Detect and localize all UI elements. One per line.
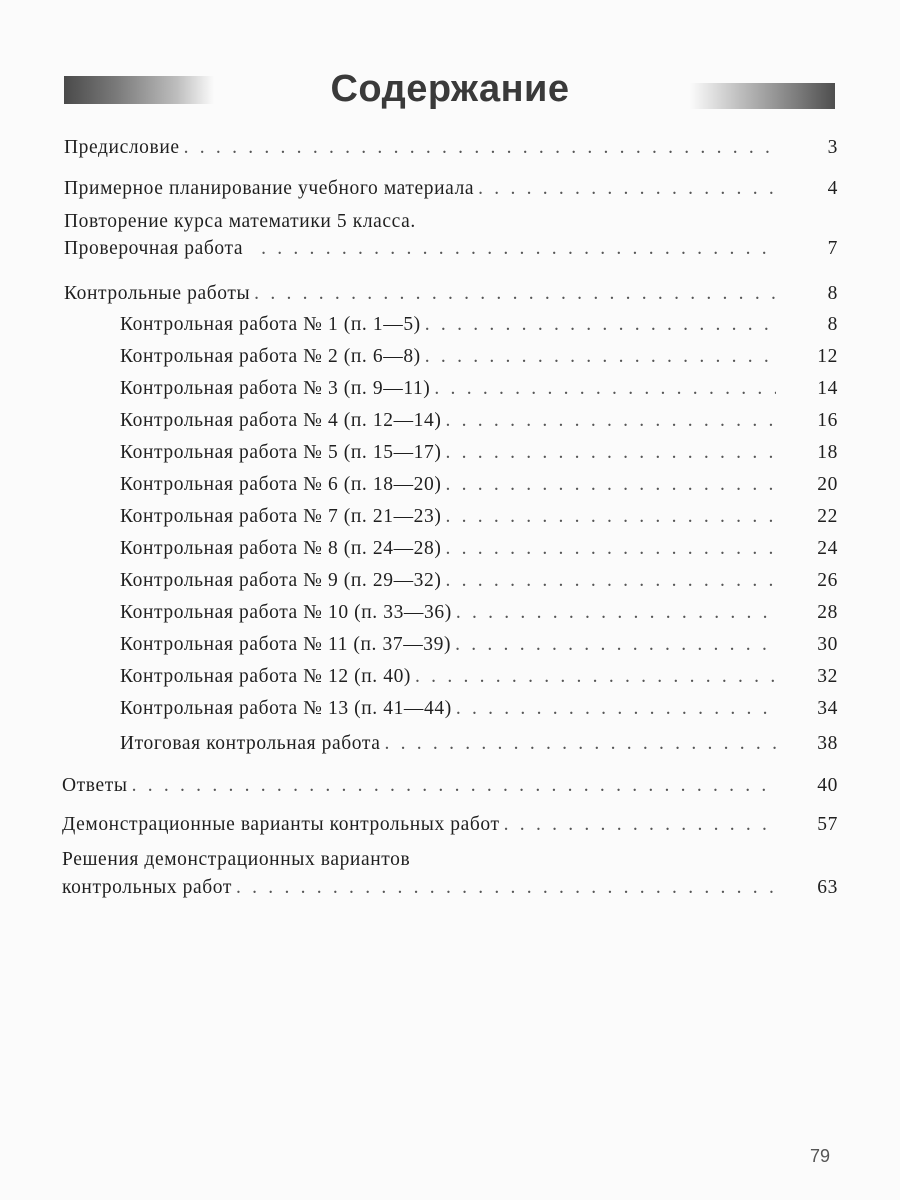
toc-label: Контрольная работа № 6 (п. 18—20) <box>120 474 442 495</box>
toc-label: Контрольная работа № 2 (п. 6—8) <box>120 346 421 367</box>
toc-page: 30 <box>817 634 838 655</box>
toc-entry-demo[interactable] <box>62 813 838 837</box>
toc-entry-test-2[interactable] <box>120 345 838 369</box>
leader-dots <box>456 697 776 721</box>
leader-dots <box>254 282 776 306</box>
leader-dots <box>445 441 776 465</box>
leader-dots <box>415 665 776 689</box>
leader-dots <box>434 377 776 401</box>
leader-dots <box>445 537 776 561</box>
toc-entry-planning[interactable] <box>64 177 838 201</box>
toc-label: Предисловие <box>64 137 180 158</box>
leader-dots <box>236 876 776 900</box>
toc-entry-test-3[interactable] <box>120 377 838 401</box>
toc-page: 38 <box>817 733 838 754</box>
leader-dots <box>425 345 776 369</box>
toc-page: 7 <box>827 238 838 259</box>
toc-page: 63 <box>817 877 838 898</box>
toc-label: контрольных работ <box>62 877 232 898</box>
leader-dots <box>445 473 776 497</box>
leader-dots <box>445 409 776 433</box>
toc-page: 18 <box>817 442 838 463</box>
toc-label: Демонстрационные варианты контрольных работ <box>62 814 500 835</box>
leader-dots <box>456 601 776 625</box>
leader-dots <box>445 505 776 529</box>
toc-entry-test-10[interactable] <box>120 601 838 625</box>
toc-entry-preface[interactable] <box>64 136 838 160</box>
toc-label: Контрольная работа № 8 (п. 24—28) <box>120 538 442 559</box>
toc-entry-solutions[interactable] <box>62 876 838 900</box>
toc-label: Контрольная работа № 3 (п. 9—11) <box>120 378 431 399</box>
toc-label: Контрольная работа № 12 (п. 40) <box>120 666 412 687</box>
toc-entry-solutions-line1: Решения демонстрационных вариантов <box>62 849 411 870</box>
toc-entry-test-6[interactable] <box>120 473 838 497</box>
toc-label: Итоговая контрольная работа <box>120 733 381 754</box>
page-title: Содержание <box>330 68 570 110</box>
toc-page: 14 <box>817 378 838 399</box>
leader-dots <box>445 569 776 593</box>
toc-label: Примерное планирование учебного материала <box>64 178 475 199</box>
toc-page: 16 <box>817 410 838 431</box>
toc-entry-tests[interactable] <box>64 282 838 306</box>
leader-dots <box>478 177 776 201</box>
toc-entry-answers[interactable] <box>62 774 838 798</box>
toc-page: 34 <box>817 698 838 719</box>
toc-page: 22 <box>817 506 838 527</box>
toc-label: Ответы <box>62 775 128 796</box>
toc-entry-test-8[interactable] <box>120 537 838 561</box>
toc-page: 8 <box>827 314 838 335</box>
leader-dots <box>261 237 776 261</box>
toc-page: 24 <box>817 538 838 559</box>
toc-entry-test-12[interactable] <box>120 665 838 689</box>
toc-label: Контрольная работа № 5 (п. 15—17) <box>120 442 442 463</box>
toc-page: 20 <box>817 474 838 495</box>
toc-entry-test-7[interactable] <box>120 505 838 529</box>
toc-page: 28 <box>817 602 838 623</box>
toc-label: Контрольная работа № 13 (п. 41—44) <box>120 698 452 719</box>
leader-dots <box>184 136 776 160</box>
toc-page: 3 <box>827 137 838 158</box>
toc-entry-test-4[interactable] <box>120 409 838 433</box>
leader-dots <box>132 774 776 798</box>
toc-label: Контрольная работа № 1 (п. 1—5) <box>120 314 421 335</box>
toc-page: 40 <box>817 775 838 796</box>
toc-page: 12 <box>817 346 838 367</box>
toc-page: 26 <box>817 570 838 591</box>
toc-label: Контрольные работы <box>64 283 251 304</box>
toc-label: Контрольная работа № 9 (п. 29—32) <box>120 570 442 591</box>
toc-entry-test-13[interactable] <box>120 697 838 721</box>
toc-entry-review-line1: Повторение курса математики 5 класса. <box>64 211 416 232</box>
toc-entry-final-test[interactable] <box>120 732 838 756</box>
toc-label: Проверочная работа <box>64 238 244 259</box>
page-number: 79 <box>809 1146 830 1166</box>
leader-dots <box>504 813 776 837</box>
toc-label: Контрольная работа № 10 (п. 33—36) <box>120 602 452 623</box>
toc-entry-test-11[interactable] <box>120 633 838 657</box>
toc-label: Контрольная работа № 7 (п. 21—23) <box>120 506 442 527</box>
toc-page: 8 <box>827 283 838 304</box>
toc-page: 57 <box>817 814 838 835</box>
toc-page: 4 <box>827 178 838 199</box>
toc-page: 32 <box>817 666 838 687</box>
toc-label: Контрольная работа № 11 (п. 37—39) <box>120 634 452 655</box>
toc-label: Контрольная работа № 4 (п. 12—14) <box>120 410 442 431</box>
toc-entry-review[interactable] <box>64 237 838 261</box>
leader-dots <box>425 313 776 337</box>
leader-dots <box>455 633 776 657</box>
toc-entry-test-9[interactable] <box>120 569 838 593</box>
toc-entry-test-5[interactable] <box>120 441 838 465</box>
leader-dots <box>384 732 776 756</box>
toc-entry-test-1[interactable] <box>120 313 838 337</box>
